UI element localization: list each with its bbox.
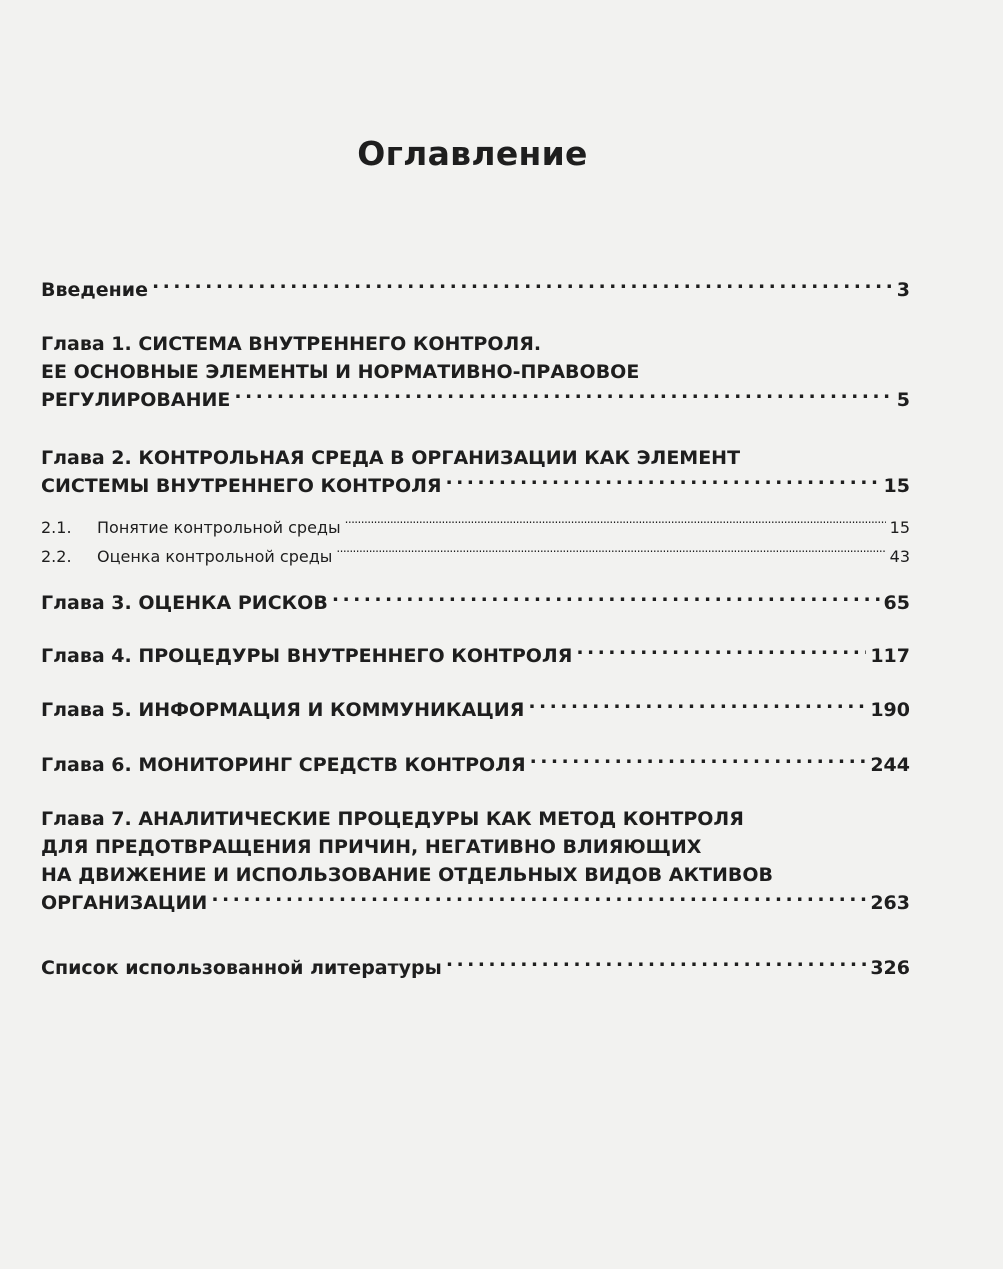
toc-entry-chapter-6[interactable] [41, 751, 910, 779]
toc-subentry-label: Понятие контрольной среды [97, 518, 341, 537]
toc-entry-page: 244 [870, 754, 910, 776]
toc-entry-page: 263 [870, 892, 910, 914]
toc-entry-chapter-5[interactable] [41, 696, 910, 724]
toc-entry-label: Введение [41, 279, 148, 301]
toc-entry-intro[interactable] [41, 276, 910, 304]
toc-entry-chapter-4[interactable] [41, 642, 910, 670]
toc-subentry-2-2[interactable] [41, 543, 910, 571]
dot-leader [530, 752, 867, 771]
toc-entry-line: НА ДВИЖЕНИЕ И ИСПОЛЬЗОВАНИЕ ОТДЕЛЬНЫХ ВИДОВ АКТИВОВ [41, 864, 773, 886]
toc-subentry-label: Оценка контрольной среды [97, 547, 333, 566]
toc-entry-line: ДЛЯ ПРЕДОТВРАЩЕНИЯ ПРИЧИН, НЕГАТИВНО ВЛИЯЮЩИХ [41, 836, 702, 858]
dot-leader [446, 955, 867, 974]
toc-entry-label: ОРГАНИЗАЦИИ [41, 892, 208, 914]
toc-entry-page: 15 [883, 475, 910, 497]
toc-entry-page: 117 [870, 645, 910, 667]
toc-entry-chapter-2[interactable] [41, 444, 910, 500]
dot-leader [345, 517, 886, 533]
toc-entry-page: 5 [896, 389, 910, 411]
dot-leader [576, 643, 866, 662]
toc-entry-chapter-1[interactable] [41, 330, 910, 414]
toc-subentry-2-1[interactable] [41, 514, 910, 542]
dot-leader [528, 697, 866, 716]
page-title: Оглавление [357, 134, 588, 173]
toc-entry-label: Глава 4. ПРОЦЕДУРЫ ВНУТРЕННЕГО КОНТРОЛЯ [41, 645, 573, 667]
dot-leader [336, 546, 885, 562]
toc-entry-label: Глава 5. ИНФОРМАЦИЯ И КОММУНИКАЦИЯ [41, 699, 525, 721]
toc-entry-line: ЕЕ ОСНОВНЫЕ ЭЛЕМЕНТЫ И НОРМАТИВНО-ПРАВОВОЕ [41, 361, 640, 383]
toc-entry-line: Глава 7. АНАЛИТИЧЕСКИЕ ПРОЦЕДУРЫ КАК МЕТОД КОНТРОЛЯ [41, 808, 744, 830]
dot-leader [332, 590, 880, 609]
toc-entry-line: Глава 1. СИСТЕМА ВНУТРЕННЕГО КОНТРОЛЯ. [41, 333, 542, 355]
toc-entry-references[interactable] [41, 954, 910, 982]
toc-entry-label: СИСТЕМЫ ВНУТРЕННЕГО КОНТРОЛЯ [41, 475, 442, 497]
dot-leader [152, 277, 893, 296]
toc-entry-label: РЕГУЛИРОВАНИЕ [41, 389, 231, 411]
toc-entry-page: 326 [870, 957, 910, 979]
toc-entry-page: 3 [896, 279, 910, 301]
dot-leader [234, 387, 892, 406]
toc-entry-line: Глава 2. КОНТРОЛЬНАЯ СРЕДА В ОРГАНИЗАЦИИ КАК ЭЛЕМЕНТ [41, 447, 741, 469]
toc-entry-chapter-7[interactable] [41, 805, 910, 917]
toc-entry-label: Список использованной литературы [41, 957, 442, 979]
dot-leader [211, 890, 866, 909]
toc-entry-page: 65 [883, 592, 910, 614]
toc-entry-page: 190 [870, 699, 910, 721]
toc-entry-label: Глава 3. ОЦЕНКА РИСКОВ [41, 592, 328, 614]
dot-leader [446, 473, 880, 492]
toc-entry-chapter-3[interactable] [41, 589, 910, 617]
toc-subentry-page: 43 [889, 547, 910, 566]
toc-subentry-number: 2.1. [41, 518, 72, 537]
toc-entry-label: Глава 6. МОНИТОРИНГ СРЕДСТВ КОНТРОЛЯ [41, 754, 526, 776]
toc-subentry-number: 2.2. [41, 547, 72, 566]
toc-subentry-page: 15 [889, 518, 910, 537]
